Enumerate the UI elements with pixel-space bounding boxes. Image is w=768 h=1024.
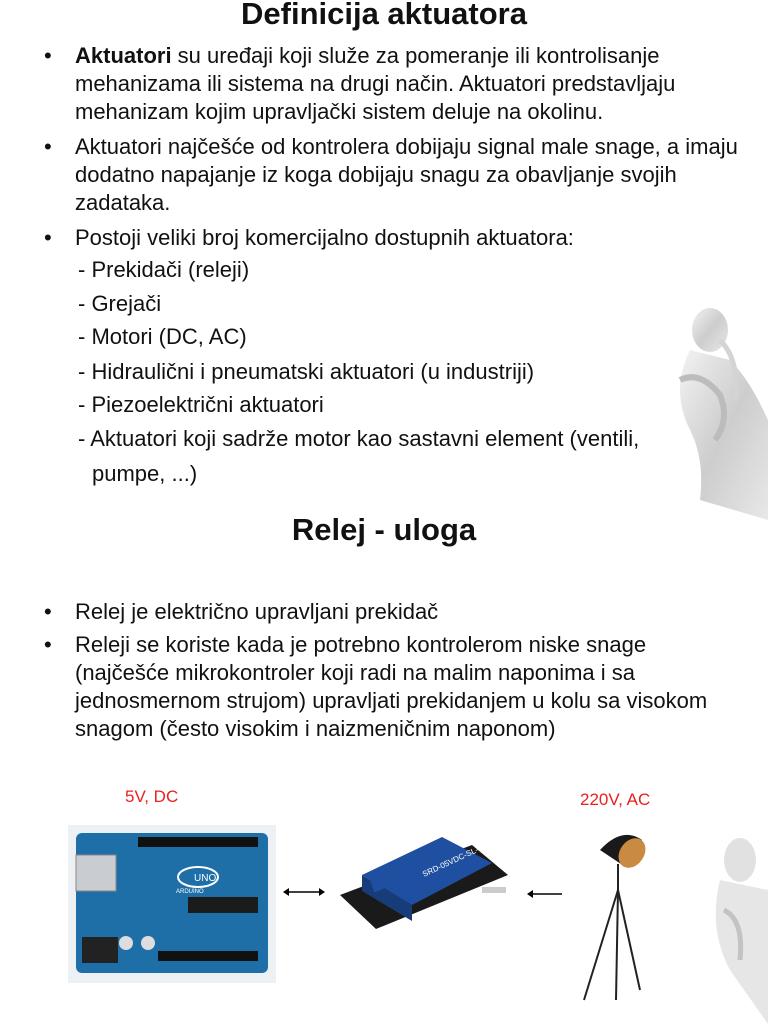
title-definicija: Definicija aktuatora	[241, 0, 527, 31]
bullet-text: Relej je električno upravljani prekidač	[75, 599, 439, 624]
relay-module-image	[332, 825, 512, 937]
bullet-dot: •	[44, 43, 52, 68]
bullet-text: Releji se koriste kada je potrebno kontrolerom niske snage (najčešće mikrokontroler koji radi na malim naponima i sa jednosmernom strujom) upravljati prekidanjem u kolu sa visokom snagom (često visokim i naizmeničnim naponom)	[75, 632, 708, 741]
sub-item: - Hidraulični i pneumatski aktuatori (u industriji)	[78, 359, 535, 384]
bullet-dot: •	[44, 632, 52, 657]
sub-item: - Motori (DC, AC)	[78, 324, 247, 349]
definition-list	[0, 42, 768, 252]
label-5v-dc: 5V, DC	[125, 787, 179, 806]
sub-item: - Piezoelektrični aktuatori	[78, 392, 324, 417]
arduino-board-image	[68, 825, 276, 983]
bullet-signal	[0, 133, 768, 217]
double-arrow-icon	[283, 886, 325, 898]
title-relej-uloga: Relej - uloga	[291, 512, 477, 547]
bullet-relej	[0, 598, 768, 626]
sub-item: - Grejači	[78, 291, 162, 316]
bullet-dot: •	[44, 134, 52, 159]
statuette-watermark	[660, 300, 768, 520]
bullet-postoji	[0, 224, 768, 252]
sub-item-continuation: pumpe, ...)	[92, 461, 198, 486]
relay-list	[0, 598, 768, 743]
bullet-aktuatori	[0, 42, 768, 126]
bold-term: Aktuatori	[75, 43, 172, 68]
bullet-text: Aktuatori najčešće od kontrolera dobijaju signal male snage, a imaju dodatno napajanje iz koga dobijaju snagu za obavljanje svojih zadataka.	[75, 134, 738, 215]
bullet-dot: •	[44, 599, 52, 624]
relay-module-text: SRD-05VDC-SL-C	[421, 842, 485, 879]
bullet-text: su uređaji koji služe za pomeranje ili kontrolisanje mehanizama ili sistema na drugi način. Aktuatori predstavljaju mehanizam kojim upravljački sistem deluje na okolinu.	[75, 43, 676, 124]
label-220v-ac: 220V, AC	[580, 790, 651, 809]
board-logo-text: UNO	[194, 873, 217, 884]
sub-item: - Aktuatori koji sadrže motor kao sastavni element (ventili,	[78, 426, 640, 451]
bullet-dot: •	[44, 225, 52, 250]
board-brand-text: ARDUINO	[176, 889, 204, 895]
bullet-text: Postoji veliki broj komercijalno dostupnih aktuatora:	[75, 225, 574, 250]
sub-item: - Prekidači (releji)	[78, 257, 250, 282]
statuette-watermark	[700, 820, 768, 1024]
bullet-releji	[0, 631, 768, 743]
tripod-lamp-image	[562, 820, 712, 1004]
